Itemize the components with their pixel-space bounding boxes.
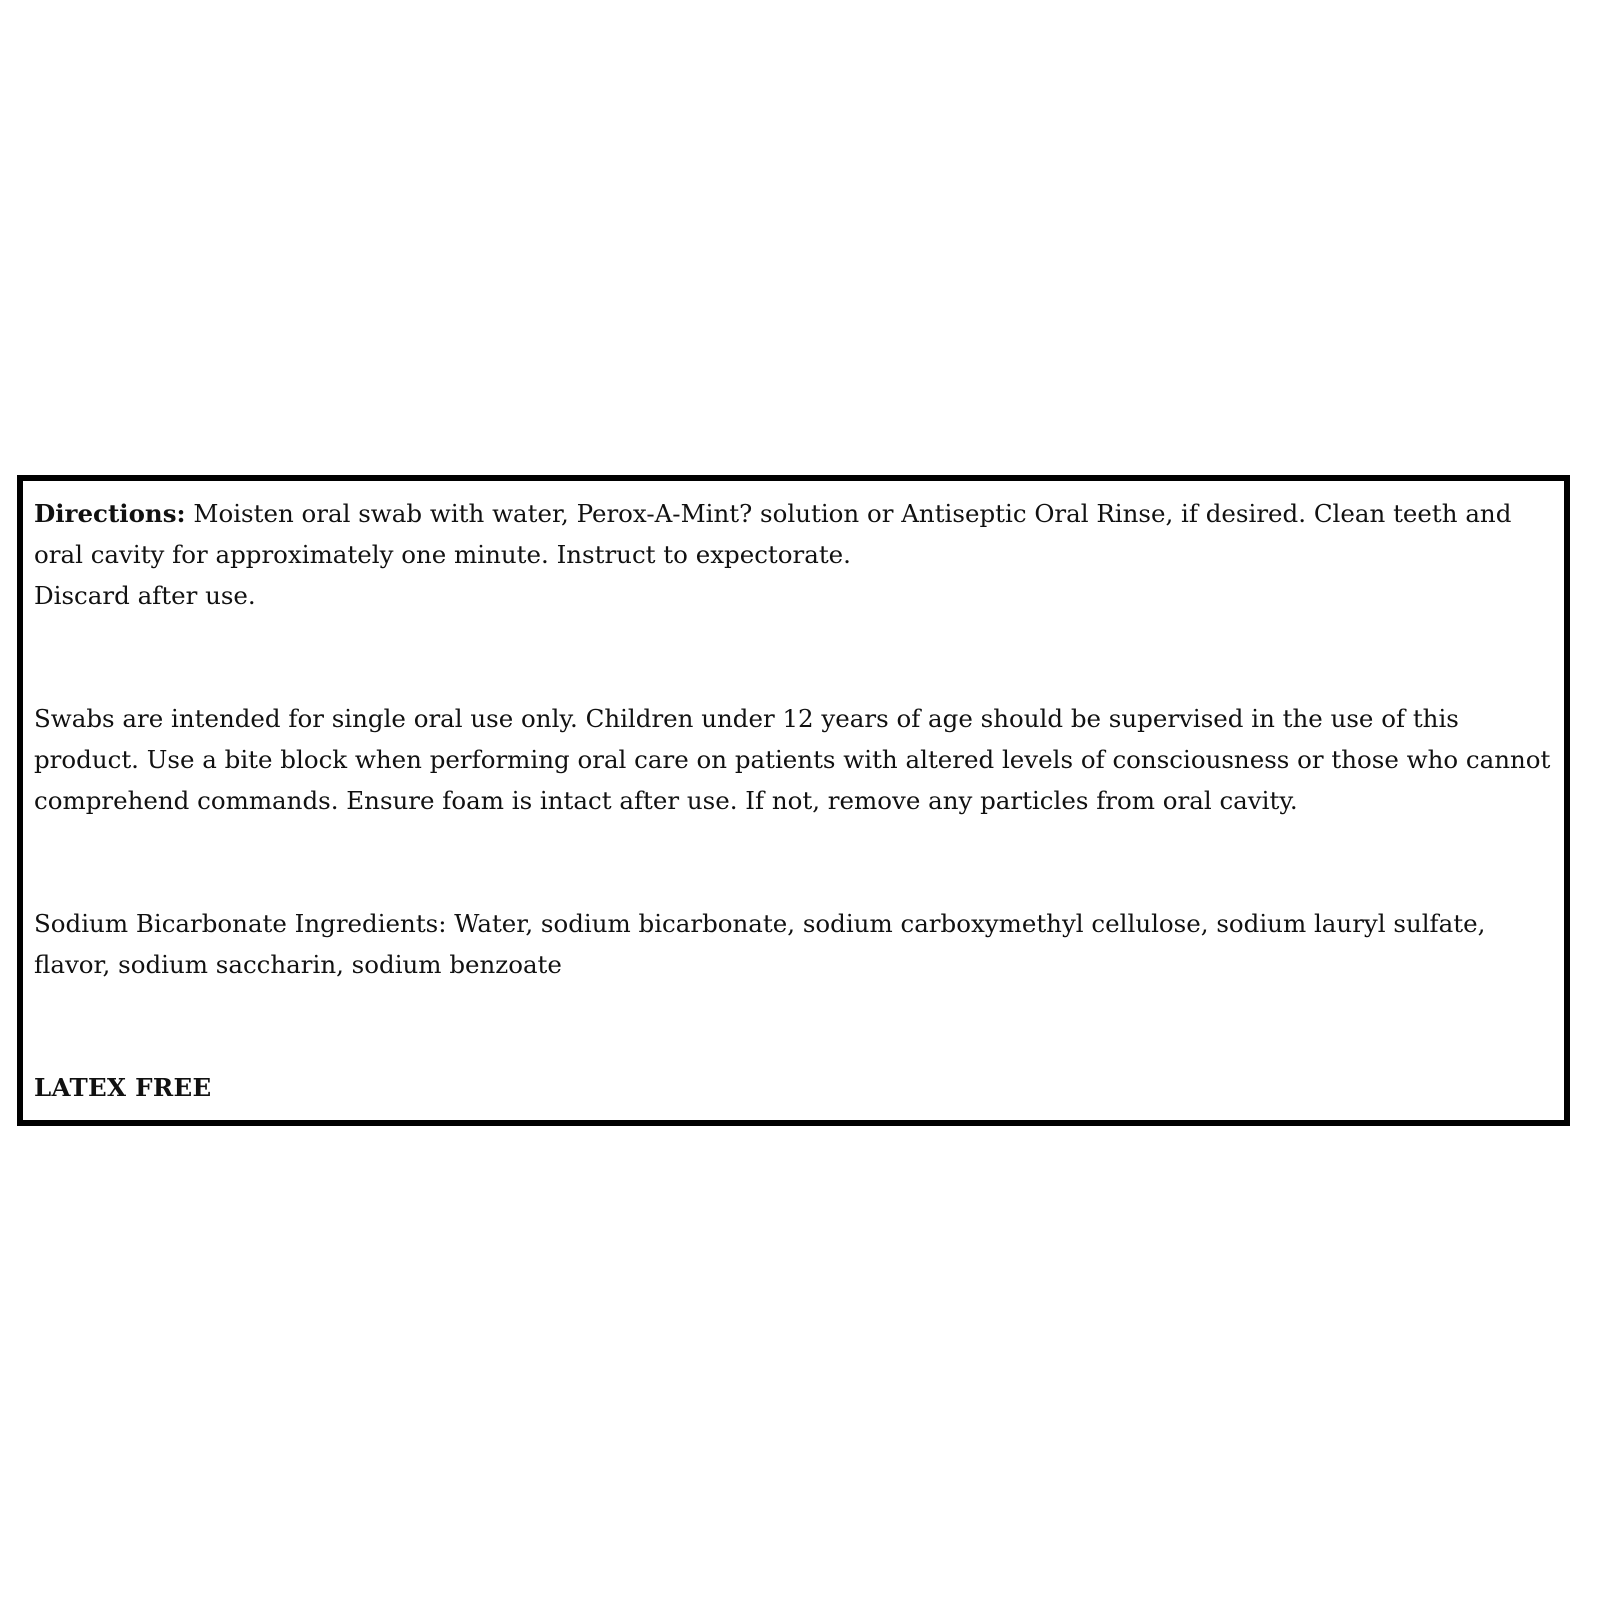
usage-warning-paragraph: Swabs are intended for single oral use only. Children under 12 years of age should be supervised in the use of this product. Use a bite block when performing oral care on patients with altered levels of consciousness or those who cannot comprehend commands. Ensure foam is intact after use. If not, remove any particles from oral cavity. [34, 704, 1551, 815]
product-label-panel [17, 475, 1570, 1126]
directions-paragraph [34, 493, 1554, 575]
section-spacer [34, 821, 1554, 903]
ingredients-paragraph: Sodium Bicarbonate Ingredients: Water, sodium bicarbonate, sodium carboxymethyl cellulose, sodium lauryl sulfate, flavor, sodium saccharin, sodium benzoate [34, 909, 1486, 979]
latex-free-notice: LATEX FREE [34, 1073, 212, 1102]
section-spacer [34, 616, 1554, 698]
directions-text: Moisten oral swab with water, Perox-A-Mint? solution or Antiseptic Oral Rinse, if desired. Clean teeth and oral cavity for approximately one minute. Instruct to expectorate. [34, 499, 1512, 569]
discard-instruction: Discard after use. [34, 581, 256, 610]
section-spacer [34, 985, 1554, 1067]
directions-heading: Directions: [34, 499, 186, 528]
